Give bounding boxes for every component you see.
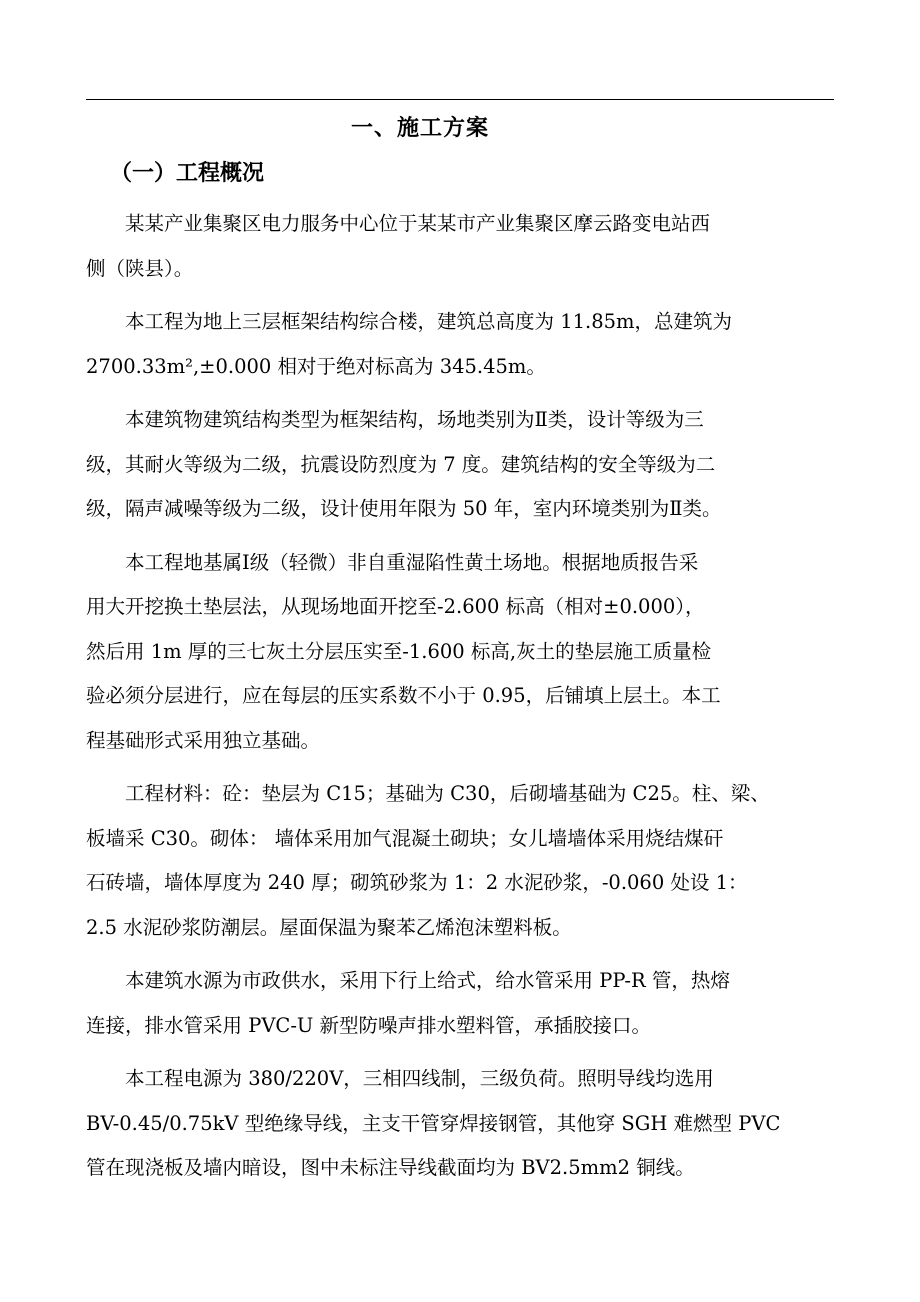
paragraph-foundation xyxy=(86,541,834,764)
paragraph-line: 2700.33m²,±0.000 相对于绝对标高为 345.45m。 xyxy=(86,354,546,378)
paragraph-line: 板墙采 C30。砌体： 墙体采用加气混凝土砌块；女儿墙墙体采用烧结煤矸 xyxy=(86,826,724,850)
paragraph-water-supply xyxy=(86,959,834,1048)
paragraph-line: 本工程为地上三层框架结构综合楼，建筑总高度为 11.85m，总建筑为 xyxy=(125,310,733,333)
paragraph-line: 管在现浇板及墙内暗设，图中未标注导线截面均为 BV2.5mm2 铜线。 xyxy=(86,1156,695,1179)
header-rule xyxy=(86,99,834,100)
page-title: 一、施工方案 xyxy=(350,116,489,141)
paragraph-line: 侧（陕县）。 xyxy=(86,256,194,280)
paragraph-line: 连接，排水管采用 PVC-U 新型防噪声排水塑料管，承插胶接口。 xyxy=(86,1013,652,1037)
paragraph-line: 用大开挖换土垫层法，从现场地面开挖至-2.600 标高（相对±0.000）， xyxy=(86,595,705,618)
section-heading: （一）工程概况 xyxy=(110,161,265,186)
paragraph-line: 本工程电源为 380/220V，三相四线制，三级负荷。照明导线均选用 xyxy=(125,1067,714,1090)
paragraph-line: 石砖墙，墙体厚度为 240 厚；砌筑砂浆为 1：2 水泥砂浆，-0.060 处设 1： xyxy=(86,871,748,894)
paragraph-line: 某某产业集聚区电力服务中心位于某某市产业集聚区摩云路变电站西 xyxy=(125,212,711,235)
paragraph-line: 程基础形式采用独立基础。 xyxy=(86,728,321,752)
paragraph-line: 级，隔声减噪等级为二级，设计使用年限为 50 年，室内环境类别为Ⅱ类。 xyxy=(86,497,722,520)
paragraph-materials xyxy=(86,772,834,950)
paragraph-electrical xyxy=(86,1057,834,1191)
paragraph-building-overview xyxy=(86,300,834,389)
paragraph-line: 本建筑水源为市政供水，采用下行上给式，给水管采用 PP-R 管，热熔 xyxy=(125,969,730,992)
paragraph-location xyxy=(86,202,834,291)
paragraph-line: 验必须分层进行，应在每层的压实系数不小于 0.95，后铺填上层土。本工 xyxy=(86,684,721,707)
paragraph-line: 本工程地基属Ⅰ级（轻微）非自重湿陷性黄土场地。根据地质报告采 xyxy=(125,550,699,574)
paragraph-line: 级，其耐火等级为二级，抗震设防烈度为 7 度。建筑结构的安全等级为二 xyxy=(86,452,716,476)
document-body xyxy=(86,202,834,1200)
paragraph-line: 本建筑物建筑结构类型为框架结构，场地类别为Ⅱ类，设计等级为三 xyxy=(125,408,704,431)
paragraph-line: 2.5 水泥砂浆防潮层。屋面保温为聚苯乙烯泡沫塑料板。 xyxy=(86,915,572,939)
paragraph-line: 工程材料：砼：垫层为 C15；基础为 C30，后砌墙基础为 C25。柱、梁、 xyxy=(125,782,770,805)
paragraph-line: BV-0.45/0.75kV 型绝缘导线，主支干管穿焊接钢管，其他穿 SGH 难燃型 PVC xyxy=(86,1111,781,1135)
paragraph-structure-classification xyxy=(86,398,834,532)
paragraph-line: 然后用 1m 厚的三七灰土分层压实至-1.600 标高,灰土的垫层施工质量检 xyxy=(86,639,712,663)
